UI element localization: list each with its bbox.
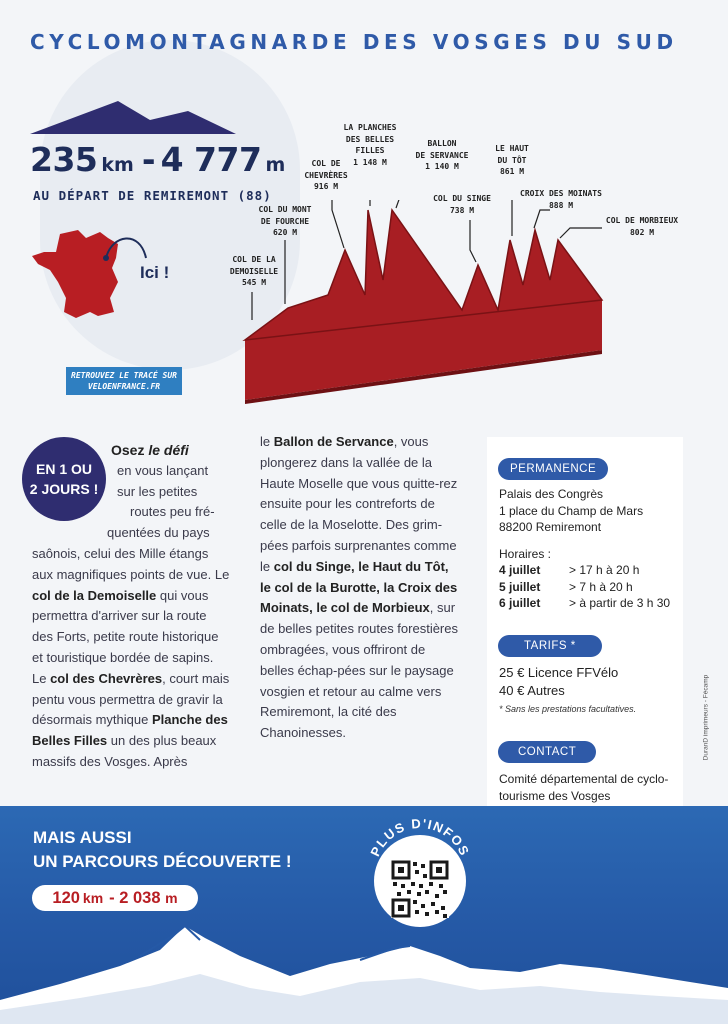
tarifs-note: * Sans les prestations facultatives.	[499, 704, 637, 714]
col-label-chevreres: COL DE CHEVRÈRES 916 M	[304, 159, 348, 191]
distance-unit: km	[101, 154, 134, 176]
contact-details: Comité départemental de cyclo- tourisme des Vosges	[499, 771, 683, 837]
page-title: CYCLOMONTAGNARDE DES VOSGES DU SUD	[30, 30, 678, 54]
route-link-url[interactable]: VELOENFRANCE.FR	[87, 382, 161, 391]
elevation-value: 4 777	[160, 140, 262, 179]
horaires-label: Horaires :	[499, 547, 552, 561]
article-line: quentées du pays	[107, 525, 210, 541]
leader-line	[560, 228, 602, 238]
col-label-ballon-de-servance: BALLON DE SERVANCE 1 140 M	[415, 139, 469, 171]
discovery-stats-pill: 120 km - 2 038 m	[32, 885, 198, 911]
contact-pill: CONTACT	[498, 741, 596, 763]
distance-value: 235	[30, 140, 98, 179]
tarifs-prices: 25 € Licence FFVélo 40 € Autres	[499, 665, 619, 698]
col-label-croix-des-moinats: CROIX DES MOINATS 888 M	[520, 189, 602, 210]
col-label-mont-de-fourche: COL DU MONT DE FOURCHE 620 M	[258, 205, 312, 237]
departure-text: AU DÉPART DE REMIREMONT (88)	[33, 188, 272, 203]
leader-line	[396, 200, 412, 208]
svg-text:PLUS D'INFOS	[367, 818, 472, 859]
col-label-col-de-morbieux: COL DE MORBIEUX 802 M	[605, 216, 679, 237]
mountain-icon	[30, 100, 236, 136]
route-link-banner[interactable]	[66, 367, 182, 395]
mountain-range-graphic	[0, 916, 728, 1024]
leader-line	[470, 220, 476, 262]
badge-line: 2 JOURS !	[29, 481, 99, 497]
plus-infos-label: PLUS D'INFOS	[367, 818, 473, 859]
discovery-heading: MAIS AUSSI UN PARCOURS DÉCOUVERTE !	[33, 828, 292, 871]
col-label-planche-belles-filles: LA PLANCHES DES BELLES FILLES 1 148 M	[343, 123, 397, 167]
leader-line	[534, 210, 550, 228]
article-paragraph-1: saônois, celui des Mille étangs aux magnifiques points de vue. Le col de la Demoiselle qui vous permettra d'arriver sur la route des Forts, petite route historique et touristique bordée de sapins. Le col des Chevrères, court mais pentu vous permettra de gravir la désormais mythique Planche des Belles Filles un des plus beaux massifs des Vosges. Après	[32, 546, 230, 769]
badge-line: EN 1 OU	[35, 461, 92, 477]
location-marker-label: Ici !	[140, 263, 170, 282]
info-panel	[487, 437, 683, 861]
stats-separator: -	[141, 140, 156, 179]
article-line: en vous lançant	[117, 462, 209, 478]
total-stats	[30, 140, 293, 179]
elevation-unit: m	[265, 154, 286, 176]
article-line: routes peu fré-	[130, 504, 215, 520]
col-label-demoiselle: COL DE LA DEMOISELLE 545 M	[229, 255, 279, 287]
col-label-col-du-singe: COL DU SINGE 738 M	[433, 194, 491, 215]
route-link-text: RETROUVEZ LE TRACÉ SUR	[71, 371, 177, 380]
col-label-haut-du-tot: LE HAUT DU TÔT 861 M	[495, 144, 529, 176]
leader-line	[332, 200, 344, 248]
duration-badge	[22, 437, 106, 521]
permanence-address: Palais des Congrès 1 place du Champ de Mars 88200 Remiremont	[499, 487, 644, 534]
article-line: sur les petites	[117, 483, 198, 499]
article-paragraph-2: le Ballon de Servance, vous plongerez dans la vallée de la Haute Moselle que vous quitte-rez ensuite pour les contreforts de celle de la Moselotte. Des grim-pées parfois surprenantes comme le col du Singe, le Haut du Tôt, le col de la Burotte, la Croix des Moinats, le col de Morbieux, sur de belles petites routes forestières ombragées, vous offriront de belles échap-pées sur le paysage vosgien et retour au calme vers Remiremont, la cité des Chanoinesses.	[260, 434, 458, 741]
france-map-icon	[28, 224, 158, 324]
article-hook: Osez le défi	[111, 442, 189, 458]
printer-credit: DuranD imprimeurs - Fécamp	[702, 674, 710, 761]
tarifs-pill: TARIFS *	[498, 635, 602, 657]
article-intro-wrap	[107, 440, 221, 544]
qr-code-icon[interactable]	[391, 860, 449, 918]
permanence-pill: PERMANENCE	[498, 458, 608, 480]
horaires-table: 4 juillet > 17 h à 20 h 5 juillet > 7 h à 20 h 6 juillet > à partir de 3 h 30	[499, 563, 671, 610]
